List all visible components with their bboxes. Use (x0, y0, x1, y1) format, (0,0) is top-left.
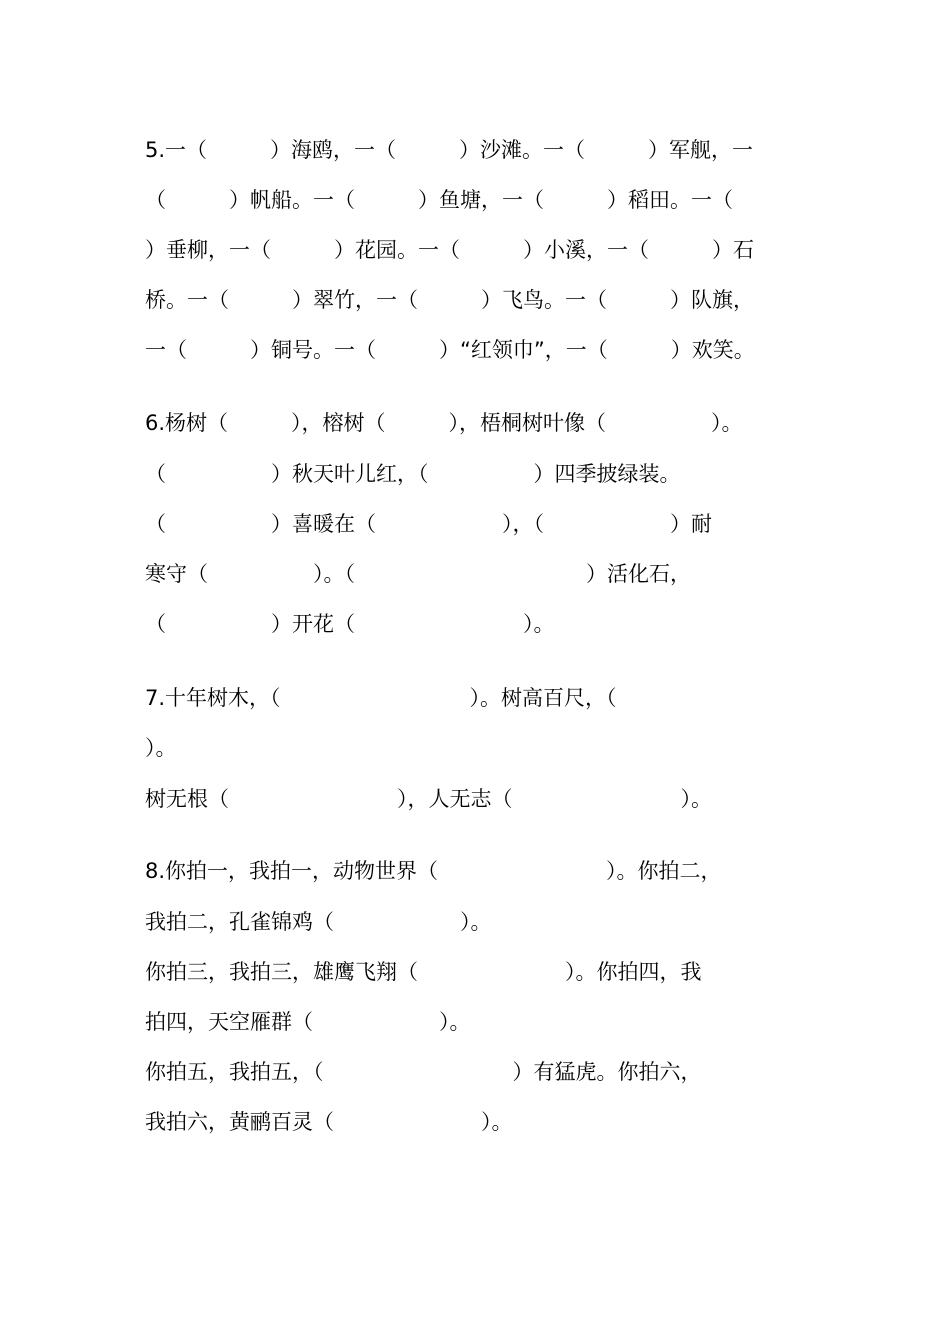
q8-line-4: 拍四，天空雁群（ ）。 (145, 1010, 471, 1034)
q6-line-3: （ ）喜暖在（ ），（ ）耐 (145, 512, 712, 536)
q7-line-2: ）。 (145, 736, 177, 760)
q6-line-1: 6.杨树（ ），榕树（ ），梧桐树叶像（ ）。 (145, 411, 743, 435)
q8-line-1: 8.你拍一，我拍一，动物世界（ ）。你拍二， (145, 859, 722, 883)
q6-line-4: 寒守（ ）。（ ）活化石， (145, 562, 691, 586)
q5-line-3: ）垂柳，一（ ）花园。一（ ）小溪，一（ ）石 (145, 238, 754, 262)
q7-line-1: 7.十年树木，（ ）。树高百尺，（ (145, 686, 617, 710)
q8-line-6: 我拍六，黄鹂百灵（ ）。 (145, 1110, 513, 1134)
q5-line-2: （ ）帆船。一（ ）鱼塘，一（ ）稻田。一（ (145, 188, 733, 212)
q6-line-2: （ ）秋天叶儿红，（ ）四季披绿装。 (145, 462, 681, 486)
q8-line-5: 你拍五，我拍五，（ ）有猛虎。你拍六， (145, 1060, 702, 1084)
q5-line-5: 一（ ）铜号。一（ ）“红领巾”，一（ ）欢笑。 (145, 338, 755, 362)
q5-line-4: 桥。一（ ）翠竹，一（ ）飞鸟。一（ ）队旗， (145, 288, 754, 312)
q5-line-1: 5.一（ ）海鸥，一（ ）沙滩。一（ ）军舰，一 (145, 138, 754, 162)
q6-line-5: （ ）开花（ ）。 (145, 612, 555, 636)
q7-line-3: 树无根（ ），人无志（ ）。 (145, 787, 712, 811)
q8-line-3: 你拍三，我拍三，雄鹰飞翔（ ）。你拍四，我 (145, 960, 702, 984)
q8-line-2: 我拍二，孔雀锦鸡（ ）。 (145, 910, 492, 934)
